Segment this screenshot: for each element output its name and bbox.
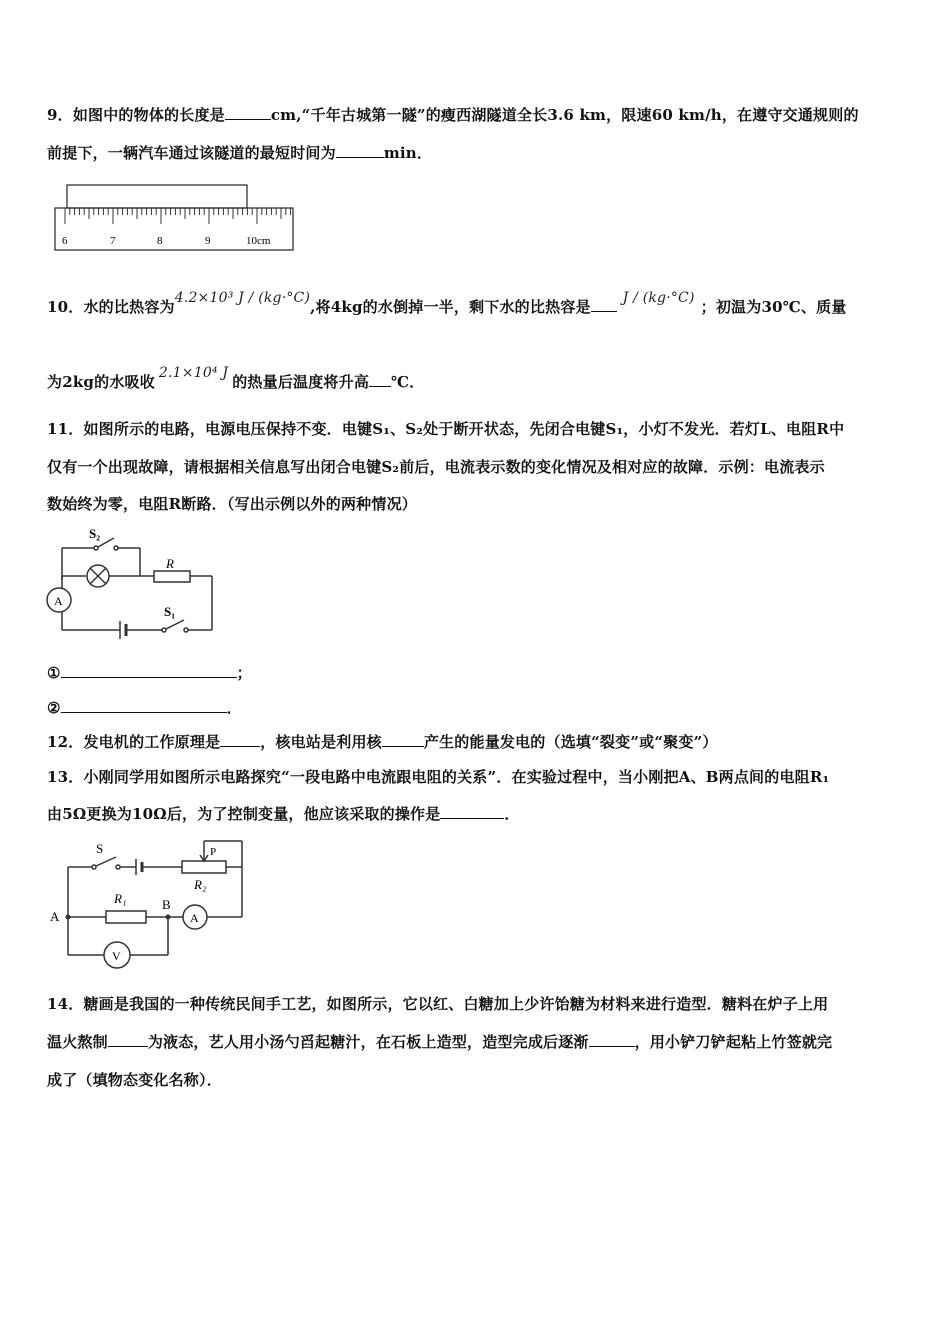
ruler-ticks	[65, 208, 291, 224]
label-a: A	[50, 909, 60, 924]
answer-blank[interactable]	[225, 105, 271, 120]
label-s1: S₁	[164, 604, 176, 619]
q9-text: cm,“千年古城第一隧”的瘦西湖隧道全长3.6 km，限速60 km/h，在遵守交通规则的	[270, 106, 859, 124]
label-r2: R₂	[194, 877, 207, 892]
label-r: R	[166, 556, 174, 571]
q14-text: 为液态，艺人用小汤勺舀起糖汁，在石板上造型，造型完成后逐渐	[147, 1033, 589, 1051]
answer-blank[interactable]	[61, 698, 227, 713]
label-s: S	[96, 841, 104, 856]
q12-text: 12．发电机的工作原理是	[47, 733, 221, 751]
q11-line3: 数始终为零，电阻R断路．（写出示例以外的两种情况）	[47, 495, 417, 513]
measured-object	[67, 185, 247, 208]
circuit-diagram-q13	[44, 833, 254, 973]
label-r1: R₁	[114, 891, 127, 906]
answer-marker: ①	[47, 664, 61, 682]
q11-line2: 仅有一个出现故障，请根据相关信息写出闭合电键S₂前后，电流表示数的变化情况及相对应的故障．示例：电流表示	[47, 458, 825, 476]
q14-text: 温火熬制	[47, 1033, 108, 1051]
answer-marker: ②	[47, 699, 61, 717]
label-voltmeter: V	[112, 949, 121, 963]
q10-line1	[47, 290, 847, 317]
q9-text: 9．如图中的物体的长度是	[47, 106, 225, 124]
circuit-diagram-q11	[44, 520, 224, 640]
q10-text: 10．水的比热容为	[47, 298, 175, 316]
node-b	[166, 915, 171, 920]
answer-end: ；	[236, 664, 252, 682]
ruler-label: 10cm	[246, 235, 271, 247]
answer-blank[interactable]	[108, 1032, 148, 1047]
node-a	[66, 915, 71, 920]
q12-text: 产生的能量发电的（选填“裂变”或“聚变”）	[423, 733, 718, 751]
q14-text: ，用小铲刀铲起粘上竹签就完	[634, 1033, 833, 1051]
q10-text: ；初温为30℃、质量	[700, 298, 847, 316]
math-expression: J / (kg·°C)	[622, 290, 695, 306]
q9-text: 前提下，一辆汽车通过该隧道的最短时间为	[47, 144, 336, 162]
label-ammeter: A	[190, 911, 199, 925]
q14-line1: 14．糖画是我国的一种传统民间手工艺，如图所示，它以红、白糖加上少许饴糖为材料来进行造型．糖料在炉子上用	[47, 995, 829, 1013]
q9-line1	[47, 104, 859, 125]
label-b: B	[162, 897, 171, 912]
q11-answer1	[47, 662, 252, 683]
answer-blank[interactable]	[369, 372, 391, 387]
math-expression: 2.1×10⁴ J	[158, 365, 229, 381]
q10-text: ,将4kg的水倒掉一半，剩下水的比热容是	[310, 298, 591, 316]
answer-blank[interactable]	[591, 297, 617, 312]
label-p: P	[210, 846, 217, 858]
q13-text: 由5Ω更换为10Ω后，为了控制变量，他应该采取的操作是	[47, 805, 441, 823]
answer-blank[interactable]	[589, 1032, 635, 1047]
math-expression: 4.2×10³ J / (kg·°C)	[174, 290, 311, 306]
ruler-label: 8	[157, 235, 163, 247]
ruler-label: 6	[62, 235, 68, 247]
answer-blank[interactable]	[61, 663, 237, 678]
q13-line1: 13．小刚同学用如图所示电路探究“一段电路中电流跟电阻的关系”．在实验过程中，当小刚把A、B两点间的电阻R₁	[47, 768, 830, 786]
q11-answer2	[47, 697, 242, 718]
label-s2: S₂	[89, 526, 101, 541]
rheostat-r2	[182, 861, 226, 873]
answer-blank[interactable]	[382, 732, 424, 747]
q10-text: 的热量后温度将升高	[232, 373, 370, 391]
q12-line	[47, 731, 718, 752]
q10-text: ℃．	[391, 373, 425, 391]
q13-line2	[47, 803, 520, 824]
resistor-r1	[106, 911, 146, 923]
answer-blank[interactable]	[220, 732, 260, 747]
q11-line1: 11．如图所示的电路，电源电压保持不变．电键S₁、S₂处于断开状态，先闭合电键S₁，小灯不发光．若灯L、电阻R中	[47, 420, 845, 438]
ruler-label: 9	[205, 235, 211, 247]
answer-end: ．	[226, 699, 242, 717]
q13-text: ．	[504, 805, 520, 823]
q10-line2	[47, 365, 425, 392]
ruler-label: 7	[110, 235, 116, 247]
answer-blank[interactable]	[440, 804, 504, 819]
answer-blank[interactable]	[336, 143, 384, 158]
ruler-figure	[50, 180, 300, 255]
resistor-r	[154, 571, 190, 582]
q14-line3: 成了（填物态变化名称）．	[47, 1071, 222, 1089]
q9-line2	[47, 142, 432, 163]
q12-text: ，核电站是利用核	[260, 733, 382, 751]
q14-line2	[47, 1031, 832, 1052]
q9-text: min．	[383, 144, 433, 162]
q10-text: 为2kg的水吸收	[47, 373, 155, 391]
label-ammeter: A	[54, 594, 63, 608]
